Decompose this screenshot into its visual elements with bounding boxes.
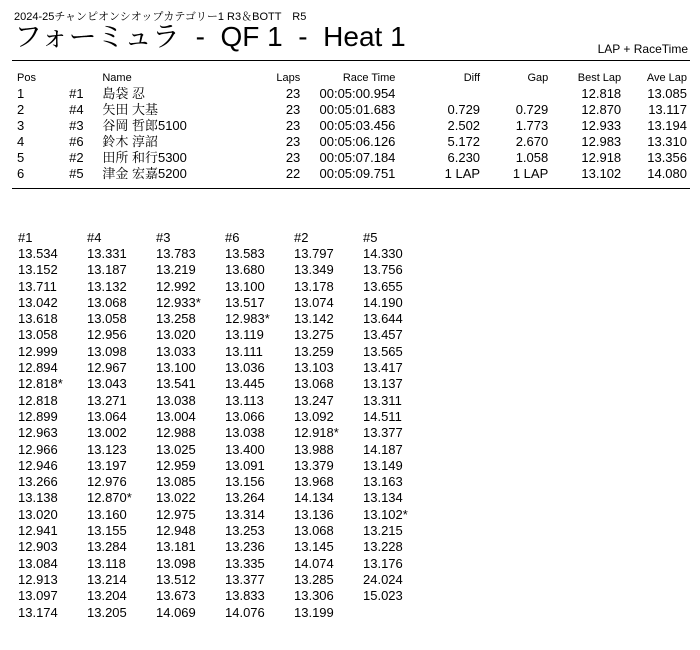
car-number-cell: #5	[69, 166, 84, 181]
laps-cell: 23	[285, 150, 301, 165]
lap-time-cell: 14.069	[156, 604, 196, 620]
race-time-cell: 00:05:01.683	[319, 102, 396, 117]
car-number-cell: #1	[69, 86, 84, 101]
col-ave-lap-header: Ave Lap	[646, 72, 687, 84]
lap-time-cell: 13.058	[87, 311, 127, 327]
laps-cell: 23	[285, 86, 301, 101]
driver-name-cell: 谷岡 哲郎5100	[102, 118, 187, 133]
lap-time-cell: 12.976	[87, 474, 127, 490]
diff-cell: 2.502	[447, 118, 481, 133]
result-row	[14, 134, 690, 150]
lap-time-cell: 13.098	[156, 555, 196, 571]
lap-time-cell: 13.349	[294, 262, 334, 278]
event-subtitle: 2024-25チャンピオンシオップカテゴリー1 R3＆BOTT R5	[14, 11, 307, 23]
pos-cell: 6	[17, 166, 25, 181]
lap-time-cell: 13.783	[156, 246, 196, 261]
lap-time-cell: 13.400	[225, 441, 265, 457]
lap-time-cell: 12.903	[18, 539, 58, 555]
lap-time-cell: 13.176	[363, 555, 403, 571]
lap-time-cell: 13.156	[225, 474, 265, 490]
race-time-cell: 00:05:00.954	[319, 86, 396, 101]
lap-time-cell: 13.968	[294, 474, 334, 490]
lap-time-cell: 13.033	[156, 343, 196, 359]
race-time-cell: 00:05:07.184	[319, 150, 396, 165]
lap-time-cell: 13.379	[294, 457, 334, 473]
best-lap-cell: 12.933	[581, 118, 622, 133]
lap-time-cell: 13.098	[87, 343, 127, 359]
lap-time-cell: 13.711	[18, 278, 57, 294]
lap-time-cell: 13.618	[18, 311, 58, 327]
lap-time-cell: 13.417	[363, 360, 403, 376]
lap-time-cell: 13.583	[225, 246, 265, 261]
col-gap-header: Gap	[527, 72, 549, 84]
lap-time-cell: 13.335	[225, 555, 265, 571]
lap-time-cell: 13.091	[225, 457, 265, 473]
lap-time-cell: 14.511	[363, 408, 402, 424]
lap-time-cell: 13.833	[225, 588, 265, 604]
col-race-time-header: Race Time	[342, 72, 396, 84]
ave-lap-cell: 14.080	[647, 166, 687, 181]
lap-time-cell: 13.138	[18, 490, 58, 506]
result-row	[14, 150, 690, 166]
lap-time-cell: 13.258	[156, 311, 196, 327]
lap-time-cell: 14.076	[225, 604, 265, 620]
lap-time-cell: 13.197	[87, 457, 127, 473]
best-lap-cell: 12.983	[581, 134, 622, 149]
lap-time-cell: 12.967	[87, 360, 127, 376]
ave-lap-cell: 13.194	[647, 118, 687, 133]
lap-time-cell: 12.941	[18, 523, 58, 539]
lap-time-cell: 13.306	[294, 588, 334, 604]
lap-time-cell: 12.870*	[87, 490, 132, 506]
diff-cell: 1 LAP	[444, 166, 481, 181]
lap-time-cell: 13.236	[225, 539, 265, 555]
result-row	[14, 166, 690, 182]
lap-time-cell: 13.247	[294, 392, 334, 408]
lap-time-cell: 13.068	[87, 294, 127, 310]
lap-time-cell: 12.818*	[18, 376, 63, 392]
results-table	[14, 70, 690, 182]
lap-time-cell: 13.311	[363, 392, 402, 408]
lap-time-cell: 13.074	[294, 294, 334, 310]
lap-time-cell: 12.999	[18, 343, 58, 359]
lap-time-cell: 13.085	[156, 474, 196, 490]
lap-time-cell: 13.136	[294, 506, 334, 522]
lap-time-cell: 13.132	[87, 278, 127, 294]
pos-cell: 3	[17, 118, 25, 133]
car-number-cell: #6	[69, 134, 84, 149]
lap-time-cell: 13.038	[156, 392, 196, 408]
lap-time-cell: 13.020	[18, 506, 58, 522]
lap-time-cell: 13.756	[363, 262, 403, 278]
lap-time-cell: 13.314	[225, 506, 265, 522]
lap-time-cell: 13.228	[363, 539, 403, 555]
result-row	[14, 86, 690, 102]
laps-cell: 23	[285, 134, 301, 149]
lap-time-cell: 13.259	[294, 343, 334, 359]
lap-time-cell: 13.517	[225, 294, 265, 310]
lap-time-cell: 13.111	[225, 343, 263, 359]
gap-cell	[483, 86, 551, 102]
lap-time-cell: 24.024	[363, 571, 403, 587]
lap-time-cell: 12.818	[18, 392, 58, 408]
lap-time-cell: 13.512	[156, 571, 196, 587]
race-time-cell: 00:05:06.126	[319, 134, 396, 149]
lap-time-cell: 13.113	[225, 392, 264, 408]
lap-time-cell: 13.377	[225, 571, 265, 587]
ave-lap-cell: 13.310	[647, 134, 687, 149]
driver-name-cell: 矢田 大基	[102, 102, 158, 117]
lap-column	[225, 230, 294, 621]
lap-time-cell: 13.042	[18, 294, 58, 310]
driver-name-cell: 島袋 忍	[102, 86, 145, 101]
lap-time-cell: 13.100	[225, 278, 265, 294]
lap-time-cell: 13.103	[294, 360, 334, 376]
pos-cell: 2	[17, 102, 25, 117]
results-header-row	[14, 70, 690, 86]
race-time-cell: 00:05:09.751	[319, 166, 396, 181]
lap-time-cell: 12.913	[18, 571, 58, 587]
lap-time-cell: 13.187	[87, 262, 127, 278]
result-row	[14, 102, 690, 118]
lap-time-cell: 13.219	[156, 262, 196, 278]
lap-time-cell: 14.330	[363, 246, 403, 261]
ave-lap-cell: 13.085	[647, 86, 687, 101]
lap-column	[156, 230, 225, 621]
lap-time-cell: 13.155	[87, 523, 127, 539]
lap-column-header: #5	[363, 230, 378, 245]
diff-cell	[398, 86, 483, 102]
lap-time-cell: 13.004	[156, 408, 196, 424]
lap-column	[87, 230, 156, 621]
lap-time-cell: 13.199	[294, 604, 334, 620]
car-number-cell: #2	[69, 150, 84, 165]
header-divider	[12, 60, 690, 61]
lap-time-cell: 13.068	[294, 376, 334, 392]
lap-time-cell: 13.253	[225, 523, 265, 539]
lap-time-cell: 13.097	[18, 588, 58, 604]
lap-time-cell: 13.264	[225, 490, 265, 506]
driver-name-cell: 津金 宏嘉5200	[102, 166, 187, 181]
lap-time-cell: 13.002	[87, 425, 127, 441]
lap-time-cell: 14.074	[294, 555, 334, 571]
lap-column	[363, 230, 432, 621]
lap-time-cell: 12.918*	[294, 425, 339, 441]
diff-cell: 6.230	[447, 150, 481, 165]
ave-lap-cell: 13.356	[647, 150, 687, 165]
driver-name-cell: 鈴木 淳詔	[102, 134, 158, 149]
lap-time-cell: 12.983*	[225, 311, 270, 327]
col-best-lap-header: Best Lap	[577, 72, 622, 84]
lap-time-cell: 13.043	[87, 376, 127, 392]
lap-time-cell: 13.215	[363, 523, 403, 539]
lap-time-cell: 13.058	[18, 327, 58, 343]
lap-time-cell: 13.377	[363, 425, 403, 441]
lap-time-cell: 13.163	[363, 474, 403, 490]
driver-name-cell: 田所 和行5300	[102, 150, 187, 165]
lap-time-cell: 13.092	[294, 408, 334, 424]
lap-time-cell: 13.331	[87, 246, 127, 261]
lap-time-cell: 13.181	[156, 539, 196, 555]
lap-time-cell: 13.204	[87, 588, 127, 604]
lap-time-cell: 13.038	[225, 425, 265, 441]
col-car-header	[66, 70, 99, 86]
lap-time-cell: 13.068	[294, 523, 334, 539]
lap-time-cell: 13.134	[363, 490, 403, 506]
gap-cell: 1.058	[515, 150, 549, 165]
race-time-cell: 00:05:03.456	[319, 118, 396, 133]
gap-cell: 1 LAP	[512, 166, 549, 181]
lap-time-cell: 13.084	[18, 555, 58, 571]
lap-time-cell: 12.894	[18, 360, 58, 376]
lap-time-cell: 13.020	[156, 327, 196, 343]
lap-time-cell: 13.534	[18, 246, 58, 261]
col-pos-header: Pos	[17, 72, 36, 84]
lap-time-cell: 13.137	[363, 376, 403, 392]
lap-time-cell: 13.205	[87, 604, 127, 620]
lap-time-cell: 13.457	[363, 327, 403, 343]
lap-time-cell: 14.134	[294, 490, 334, 506]
diff-cell: 5.172	[447, 134, 481, 149]
lap-time-cell: 13.160	[87, 506, 127, 522]
col-diff-header: Diff	[463, 72, 481, 84]
lap-time-cell: 12.956	[87, 327, 127, 343]
diff-cell: 0.729	[447, 102, 481, 117]
lap-time-cell: 13.284	[87, 539, 127, 555]
car-number-cell: #3	[69, 118, 84, 133]
lap-time-cell: 12.992	[156, 278, 196, 294]
best-lap-cell: 12.918	[581, 150, 622, 165]
lap-time-cell: 12.975	[156, 506, 196, 522]
lap-time-cell: 13.565	[363, 343, 403, 359]
result-row	[14, 118, 690, 134]
lap-time-cell: 13.680	[225, 262, 265, 278]
lap-time-cell: 13.149	[363, 457, 403, 473]
lap-time-cell: 12.966	[18, 441, 58, 457]
lap-time-cell: 13.119	[225, 327, 264, 343]
report-type-label: LAP + RaceTime	[597, 42, 688, 56]
gap-cell: 2.670	[515, 134, 549, 149]
results-divider	[12, 188, 690, 189]
pos-cell: 5	[17, 150, 25, 165]
col-name-header: Name	[102, 72, 132, 84]
lap-time-cell: 13.644	[363, 311, 403, 327]
lap-time-cell: 13.275	[294, 327, 334, 343]
laps-cell: 22	[285, 166, 301, 181]
lap-time-cell: 13.445	[225, 376, 265, 392]
lap-time-cell: 13.102*	[363, 506, 408, 522]
lap-column-header: #4	[87, 230, 102, 245]
gap-cell: 0.729	[515, 102, 549, 117]
lap-time-cell: 13.152	[18, 262, 58, 278]
gap-cell: 1.773	[515, 118, 549, 133]
lap-time-cell: 13.541	[156, 376, 196, 392]
lap-time-cell: 13.066	[225, 408, 265, 424]
lap-time-cell: 13.174	[18, 604, 58, 620]
lap-time-cell: 12.959	[156, 457, 196, 473]
best-lap-cell: 13.102	[581, 166, 622, 181]
lap-time-cell: 13.022	[156, 490, 196, 506]
ave-lap-cell: 13.117	[648, 102, 687, 117]
lap-time-cell: 13.285	[294, 571, 334, 587]
page-title: フォーミュラ - QF 1 - Heat 1	[14, 21, 406, 52]
lap-time-cell: 14.190	[363, 294, 403, 310]
lap-time-cell: 14.187	[363, 441, 403, 457]
lap-time-cell: 15.023	[363, 588, 403, 604]
best-lap-cell: 12.818	[581, 86, 622, 101]
lap-time-cell: 13.797	[294, 246, 334, 261]
lap-column	[294, 230, 363, 621]
lap-time-cell: 13.266	[18, 474, 58, 490]
lap-time-cell: 13.271	[87, 392, 127, 408]
pos-cell: 1	[17, 86, 25, 101]
lap-time-cell: 12.899	[18, 408, 58, 424]
lap-time-cell: 13.118	[87, 555, 126, 571]
lap-time-cell: 13.025	[156, 441, 196, 457]
lap-column-header: #1	[18, 230, 33, 245]
lap-time-cell: 13.123	[87, 441, 127, 457]
lap-column-header: #6	[225, 230, 240, 245]
lap-time-cell: 13.142	[294, 311, 334, 327]
pos-cell: 4	[17, 134, 25, 149]
lap-time-cell: 13.036	[225, 360, 265, 376]
lap-column-header: #3	[156, 230, 171, 245]
lap-time-cell: 13.100	[156, 360, 196, 376]
lap-time-cell: 13.178	[294, 278, 334, 294]
lap-time-cell: 13.673	[156, 588, 196, 604]
lap-time-cell: 12.988	[156, 425, 196, 441]
lap-time-cell: 12.963	[18, 425, 58, 441]
lap-time-cell: 13.988	[294, 441, 334, 457]
lap-time-cell: 13.064	[87, 408, 127, 424]
laps-cell: 23	[285, 118, 301, 133]
lap-time-cell: 12.933*	[156, 294, 201, 310]
best-lap-cell: 12.870	[581, 102, 622, 117]
lap-time-cell: 13.655	[363, 278, 403, 294]
lap-column-header: #2	[294, 230, 309, 245]
laps-cell: 23	[285, 102, 301, 117]
lap-time-cell: 12.946	[18, 457, 58, 473]
lap-time-cell: 13.145	[294, 539, 334, 555]
lap-times-grid	[18, 230, 432, 621]
col-laps-header: Laps	[276, 72, 301, 84]
lap-column	[18, 230, 87, 621]
car-number-cell: #4	[69, 102, 84, 117]
lap-time-cell: 12.948	[156, 523, 196, 539]
lap-time-cell: 13.214	[87, 571, 127, 587]
